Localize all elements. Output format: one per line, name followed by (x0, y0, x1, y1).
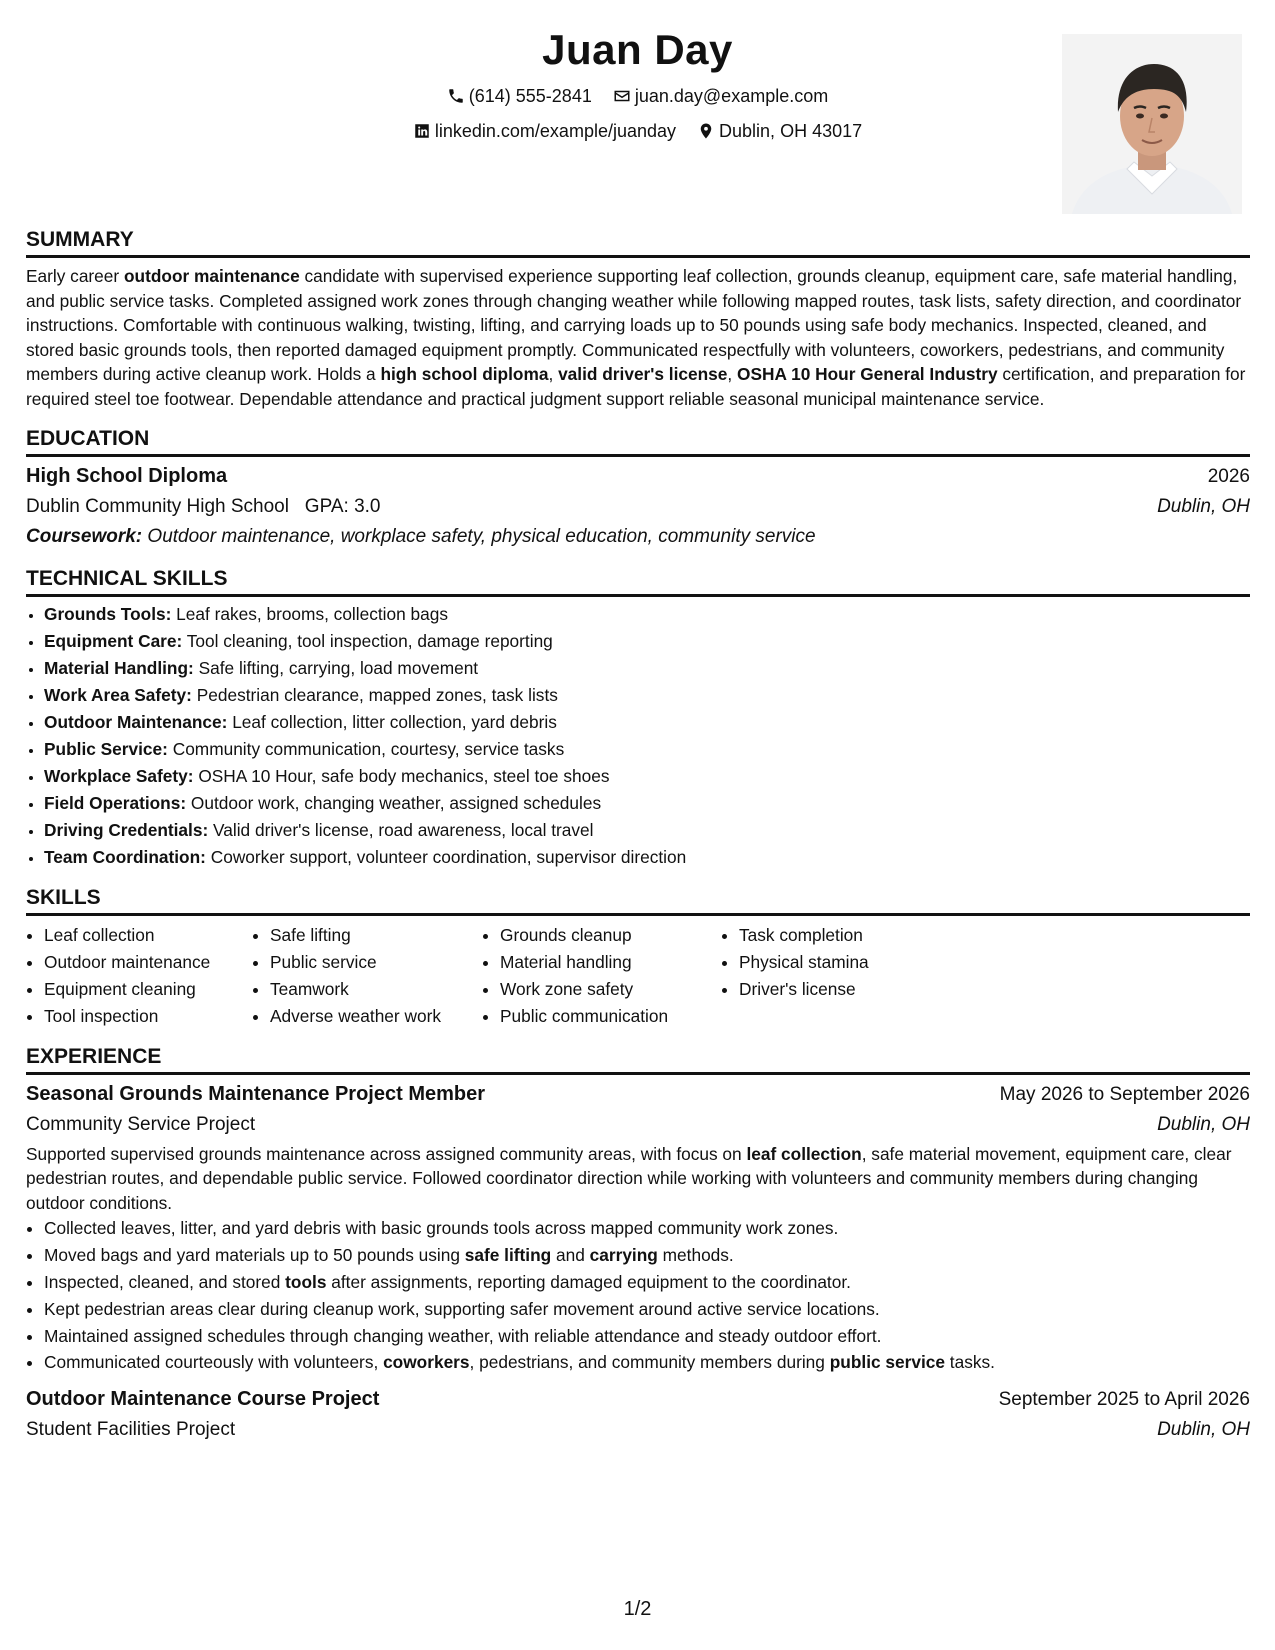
skill-text: Coworker support, volunteer coordination, supervisor direction (205, 846, 687, 867)
job-organization: Student Facilities Project (26, 1419, 236, 1441)
job-title: Outdoor Maintenance Course Project (26, 1388, 380, 1411)
list-item: • Physical stamina (739, 949, 969, 976)
skill-text: Tool cleaning, tool inspection, damage reporting (182, 630, 553, 651)
list-item (44, 682, 1250, 709)
location-contact (697, 117, 862, 145)
list-item (44, 1269, 1250, 1296)
envelope-icon (613, 87, 631, 105)
list-item: • Equipment cleaning (44, 976, 252, 1003)
skill-text: Safe lifting, carrying, load movement (193, 657, 479, 678)
skill-label: Workplace Safety: (44, 765, 194, 786)
summary-part: Early career (26, 266, 124, 286)
list-item (44, 709, 1250, 736)
skills-grid (26, 922, 1250, 1030)
desc-emphasis: leaf collection (746, 1143, 862, 1164)
list-item: • Work zone safety (500, 976, 721, 1003)
location-text: Dublin, OH 43017 (719, 121, 863, 141)
skills-section (26, 883, 1250, 1030)
technical-skills-heading: TECHNICAL SKILLS (26, 564, 1250, 597)
bullet-emphasis: coworkers (383, 1352, 470, 1373)
job-dates: May 2026 to September 2026 (999, 1083, 1250, 1105)
list-item (44, 1323, 1250, 1350)
technical-skills-section (26, 564, 1250, 871)
summary-emphasis: OSHA 10 Hour General Industry (737, 364, 998, 385)
list-item (44, 790, 1250, 817)
skill-text: Leaf collection, litter collection, yard debris (227, 711, 557, 732)
bullet-text: Maintained assigned schedules through changing weather, with reliable attendance and steady outdoor effort. (44, 1325, 882, 1346)
list-item (44, 601, 1250, 628)
page-number: 1/2 (623, 1598, 652, 1620)
skill-label: Grounds Tools: (44, 603, 172, 624)
resume-content (26, 225, 1250, 1457)
skill-text: Pedestrian clearance, mapped zones, task lists (191, 684, 558, 705)
summary-text (26, 264, 1250, 412)
candidate-name: Juan Day (542, 26, 733, 73)
list-item: • Grounds cleanup (500, 922, 721, 949)
list-item: • Task completion (739, 922, 969, 949)
list-item (44, 817, 1250, 844)
summary-part: , (727, 364, 738, 385)
job-title: Seasonal Grounds Maintenance Project Member (26, 1082, 486, 1105)
skill-label: Field Operations: (44, 792, 187, 813)
bullet-text: Moved bags and yard materials up to 50 pounds using (44, 1245, 465, 1266)
list-item (44, 736, 1250, 763)
skills-column (721, 922, 969, 1030)
bullet-text: and (551, 1245, 590, 1266)
skill-label: Driving Credentials: (44, 819, 209, 840)
list-item: • Safe lifting (270, 922, 482, 949)
degree-title: High School Diploma (26, 464, 228, 487)
skill-text: Valid driver's license, road awareness, local travel (208, 819, 594, 840)
list-item (44, 844, 1250, 871)
coursework-line (26, 522, 1250, 552)
summary-part: , (548, 364, 559, 385)
bullet-emphasis: tools (285, 1271, 327, 1292)
job-location: Dublin, OH (1157, 1419, 1250, 1441)
education-heading: EDUCATION (26, 424, 1250, 457)
bullet-text: Collected leaves, litter, and yard debris with basic grounds tools across mapped community work zones. (44, 1218, 839, 1239)
email-address[interactable]: juan.day@example.com (634, 86, 829, 106)
job-description (26, 1142, 1250, 1216)
summary-emphasis: valid driver's license (558, 364, 728, 385)
bullet-text: tasks. (944, 1352, 995, 1373)
list-item: • Leaf collection (44, 922, 252, 949)
skill-label: Team Coordination: (44, 846, 206, 867)
job-dates: September 2025 to April 2026 (998, 1389, 1250, 1411)
skill-label: Public Service: (44, 738, 168, 759)
skill-label: Outdoor Maintenance: (44, 711, 228, 732)
school-info (26, 492, 380, 522)
summary-part: candidate with supervised experience supporting leaf collection, grounds cleanup, equipment care, safe material handling, and public service tasks. Completed assigned work zones through changing weather while following mapped routes, task lists, safety direction, and coordinator instructions. Comfortable with continuous walking, twisting, lifting, and carrying loads up to 50 pounds using safe body mechanics. Inspected, cleaned, and stored basic grounds tools, then reported damaged equipment promptly. Communicated respectfully with volunteers, coworkers, pedestrians, and community members during active cleanup work. Holds a (26, 266, 1242, 385)
summary-emphasis: outdoor maintenance (123, 266, 300, 286)
technical-skills-list (26, 601, 1250, 871)
list-item: • Tool inspection (44, 1003, 252, 1030)
skills-column (252, 922, 482, 1030)
experience-entry (26, 1384, 1250, 1445)
list-item (44, 1296, 1250, 1323)
bullet-text: Kept pedestrian areas clear during cleanup work, supporting safer movement around active service locations. (44, 1298, 880, 1319)
bullet-emphasis: safe lifting (464, 1245, 552, 1266)
list-item: • Adverse weather work (270, 1003, 482, 1030)
list-item (44, 1242, 1250, 1269)
list-item: • Material handling (500, 949, 721, 976)
graduation-year: 2026 (1207, 465, 1250, 487)
school-location: Dublin, OH (1157, 495, 1250, 517)
education-school-row (26, 492, 1250, 522)
job-org-row (26, 1110, 1250, 1140)
bullet-text: Inspected, cleaned, and stored (44, 1271, 286, 1292)
education-section (26, 424, 1250, 552)
bullet-text: , pedestrians, and community members during (469, 1352, 830, 1373)
job-header-row (26, 1384, 1250, 1415)
summary-part: certification, and preparation for required steel toe footwear. Dependable attendance and practical judgment support reliable seasonal municipal maintenance service. (26, 364, 1246, 409)
list-item: • Driver's license (739, 976, 969, 1003)
linkedin-icon (413, 122, 431, 140)
gpa: GPA: 3.0 (304, 495, 381, 517)
skill-label: Equipment Care: (44, 630, 183, 651)
skill-text: Outdoor work, changing weather, assigned schedules (186, 792, 602, 813)
experience-entry (26, 1079, 1250, 1377)
list-item (44, 1349, 1250, 1376)
linkedin-url[interactable]: linkedin.com/example/juanday (434, 121, 677, 141)
summary-emphasis: high school diploma (380, 364, 549, 385)
email-contact[interactable] (613, 82, 828, 110)
list-item: • Public service (270, 949, 482, 976)
experience-heading: EXPERIENCE (26, 1042, 1250, 1075)
summary-section (26, 225, 1250, 412)
skills-heading: SKILLS (26, 883, 1250, 916)
skill-text: Community communication, courtesy, service tasks (167, 738, 565, 759)
list-item: • Outdoor maintenance (44, 949, 252, 976)
skill-label: Work Area Safety: (44, 684, 192, 705)
job-header-row (26, 1079, 1250, 1110)
bullet-text: after assignments, reporting damaged equipment to the coordinator. (326, 1271, 851, 1292)
list-item: • Public communication (500, 1003, 721, 1030)
summary-heading: SUMMARY (26, 225, 1250, 258)
bullet-text: methods. (657, 1245, 734, 1266)
list-item (44, 1215, 1250, 1242)
list-item: • Teamwork (270, 976, 482, 1003)
skill-text: Leaf rakes, brooms, collection bags (171, 603, 449, 624)
bullet-emphasis: carrying (589, 1245, 658, 1266)
map-pin-icon (697, 122, 715, 140)
linkedin-contact[interactable] (413, 117, 676, 145)
bullet-emphasis: public service (829, 1352, 945, 1373)
job-org-row (26, 1415, 1250, 1445)
list-item (44, 763, 1250, 790)
skill-text: OSHA 10 Hour, safe body mechanics, steel toe shoes (193, 765, 610, 786)
list-item (44, 628, 1250, 655)
skills-column (482, 922, 721, 1030)
school-name: Dublin Community High School (26, 495, 289, 517)
experience-section (26, 1042, 1250, 1446)
job-organization: Community Service Project (26, 1113, 256, 1135)
desc-part: , safe material movement, equipment care, clear pedestrian routes, and dependable public service. Followed coordinator direction while working with volunteers and community members during changing outdoor conditions. (26, 1143, 1232, 1213)
portrait-image (1062, 34, 1242, 214)
desc-part: Supported supervised grounds maintenance across assigned community areas, with focus on (26, 1143, 747, 1164)
skills-column (26, 922, 252, 1030)
skill-label: Material Handling: (44, 657, 194, 678)
coursework-text: Outdoor maintenance, workplace safety, physical education, community service (142, 525, 816, 547)
job-bullets (26, 1215, 1250, 1376)
phone-number: (614) 555-2841 (468, 86, 592, 106)
phone-contact (447, 82, 592, 110)
list-item (44, 655, 1250, 682)
coursework-label: Coursework: (26, 525, 143, 547)
bullet-text: Communicated courteously with volunteers, (44, 1352, 384, 1373)
job-location: Dublin, OH (1157, 1113, 1250, 1135)
profile-photo (1062, 34, 1242, 214)
education-header-row (26, 461, 1250, 492)
phone-icon (447, 87, 465, 105)
